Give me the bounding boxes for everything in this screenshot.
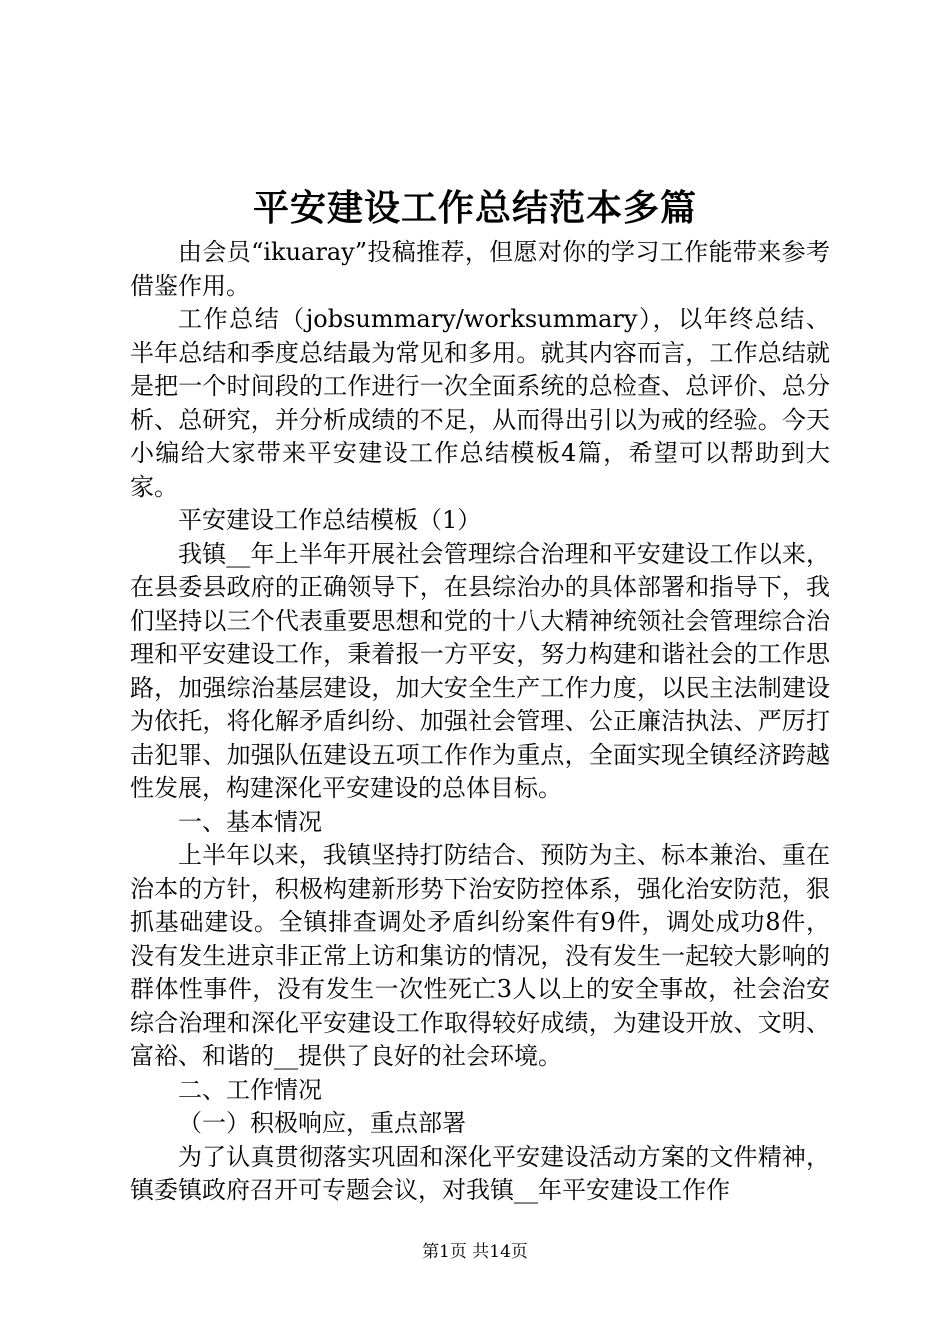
document-body (130, 236, 830, 1208)
page-footer: 第1页 共14页 (422, 1242, 528, 1262)
definition-paragraph: 工作总结（jobsummary/worksummary），以年终总结、半年总结和季度总结最为常见和多用。就其内容而言，工作总结就是把一个时间段的工作进行一次全面系统的总检查、总评价、总分析、总研究，并分析成绩的不足，从而得出引以为戒的经验。今天小编给大家带来平安建设工作总结模板4篇，希望可以帮助到大家。 (130, 305, 830, 501)
document-title: 平安建设工作总结范本多篇 (252, 187, 697, 229)
subsection-heading: （一）积极响应，重点部署 (178, 1109, 466, 1137)
body-paragraph: 上半年以来，我镇坚持打防结合、预防为主、标本兼治、重在治本的方针，积极构建新形势下治安防控体系，强化治安防范，狠抓基础建设。全镇排查调处矛盾纠纷案件有9件，调处成功8件，没有发生进京非正常上访和集访的情况，没有发生一起较大影响的群体性事件，没有发生一次性死亡3人以上的安全事故，社会治安综合治理和深化平安建设工作取得较好成绩，为建设开放、文明、富裕、和谐的__提供了良好的社会环境。 (130, 841, 830, 1070)
section-heading-work-situation: 二、工作情况 (178, 1075, 322, 1104)
section-heading-basic-situation: 一、基本情况 (178, 807, 322, 836)
intro-paragraph: 由会员“ikuaray”投稿推荐，但愿对你的学习工作能带来参考借鉴作用。 (130, 238, 830, 300)
section-heading-template-1: 平安建设工作总结模板（1） (178, 506, 482, 534)
body-paragraph: 为了认真贯彻落实巩固和深化平安建设活动方案的文件精神，镇委镇政府召开可专题会议，对我镇__年平安建设工作作 (130, 1142, 830, 1204)
body-paragraph: 我镇__年上半年开展社会管理综合治理和平安建设工作以来，在县委县政府的正确领导下，在县综治办的具体部署和指导下，我们坚持以三个代表重要思想和党的十八大精神统领社会管理综合治理和平安建设工作，秉着报一方平安，努力构建和谐社会的工作思路，加强综治基层建设，加大安全生产工作力度，以民主法制建设为依托，将化解矛盾纠纷、加强社会管理、公正廉洁执法、严厉打击犯罪、加强队伍建设五项工作作为重点，全面实现全镇经济跨越性发展，构建深化平安建设的总体目标。 (130, 539, 830, 802)
